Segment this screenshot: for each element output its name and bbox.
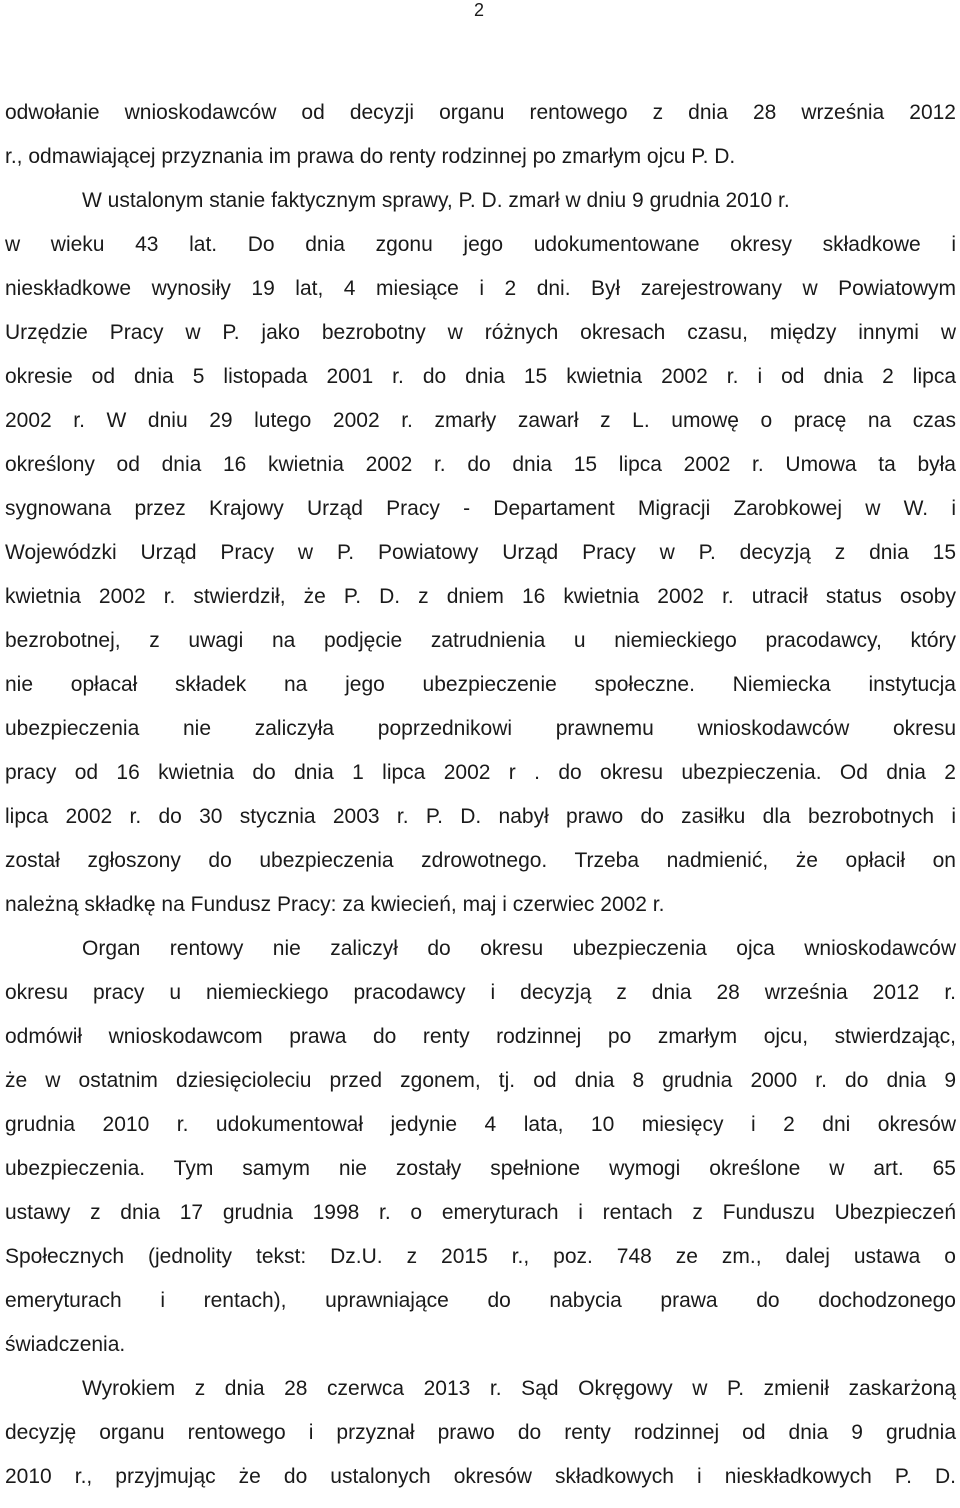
text-line: określony od dnia 16 kwietnia 2002 r. do dnia 15 lipca 2002 r. Umowa ta była [5,453,956,476]
text-line: 2002 r. W dniu 29 lutego 2002 r. zmarły zawarł z L. umowę o pracę na czas [5,409,956,432]
text-line: nieskładkowe wynosiły 19 lat, 4 miesiące i 2 dni. Był zarejestrowany w Powiatowym [5,277,956,300]
text-line: w wieku 43 lat. Do dnia zgonu jego udokumentowane okresy składkowe i [5,233,956,256]
text-line: Wojewódzki Urząd Pracy w P. Powiatowy Urząd Pracy w P. decyzją z dnia 15 [5,541,956,564]
paragraph [5,179,956,927]
text-line: W ustalonym stanie faktycznym sprawy, P. D. zmarł w dniu 9 grudnia 2010 r. [82,189,790,212]
text-line: świadczenia. [5,1333,126,1356]
paragraph [5,1367,956,1499]
text-line: ubezpieczenia nie zaliczyła poprzednikowi prawnemu wnioskodawców okresu [5,717,956,740]
text-line: Społecznych (jednolity tekst: Dz.U. z 2015 r., poz. 748 ze zm., dalej ustawa o [5,1245,956,1268]
text-line: bezrobotnej, z uwagi na podjęcie zatrudnienia u niemieckiego pracodawcy, który [5,629,956,652]
document-body [5,91,956,1499]
text-line: pracy od 16 kwietnia do dnia 1 lipca 2002 r . do okresu ubezpieczenia. Od dnia 2 [5,761,956,784]
text-line: odwołanie wnioskodawców od decyzji organu rentowego z dnia 28 września 2012 [5,101,956,124]
text-line: kwietnia 2002 r. stwierdził, że P. D. z dniem 16 kwietnia 2002 r. utracił status osoby [5,585,956,608]
paragraph [5,91,956,179]
text-line: nie opłacał składek na jego ubezpieczenie społeczne. Niemiecka instytucja [5,673,956,696]
text-line: odmówił wnioskodawcom prawa do renty rodzinnej po zmarłym ojcu, stwierdzając, [5,1025,956,1048]
text-line: 2010 r., przyjmując że do ustalonych okresów składkowych i nieskładkowych P. D. [5,1465,956,1488]
text-line: Organ rentowy nie zaliczył do okresu ubezpieczenia ojca wnioskodawców [82,937,956,960]
text-line: ubezpieczenia. Tym samym nie zostały spełnione wymogi określone w art. 65 [5,1157,956,1180]
text-line: okresu pracy u niemieckiego pracodawcy i decyzją z dnia 28 września 2012 r. [5,981,956,1004]
text-line: grudnia 2010 r. udokumentował jedynie 4 lata, 10 miesięcy i 2 dni okresów [5,1113,956,1136]
text-line: ustawy z dnia 17 grudnia 1998 r. o emeryturach i rentach z Funduszu Ubezpieczeń [5,1201,956,1224]
page-number: 2 [474,0,485,20]
text-line: emeryturach i rentach), uprawniające do nabycia prawa do dochodzonego [5,1289,956,1312]
text-line: został zgłoszony do ubezpieczenia zdrowotnego. Trzeba nadmienić, że opłacił on [5,849,956,872]
text-line: należną składkę na Fundusz Pracy: za kwiecień, maj i czerwiec 2002 r. [5,893,665,916]
text-line: że w ostatnim dziesięcioleciu przed zgonem, tj. od dnia 8 grudnia 2000 r. do dnia 9 [5,1069,956,1092]
text-line: Urzędzie Pracy w P. jako bezrobotny w różnych okresach czasu, między innymi w [5,321,956,344]
paragraph [5,927,956,1367]
text-line: okresie od dnia 5 listopada 2001 r. do dnia 15 kwietnia 2002 r. i od dnia 2 lipca [5,365,956,388]
text-line: decyzję organu rentowego i przyznał prawo do renty rodzinnej od dnia 9 grudnia [5,1421,956,1444]
text-line: sygnowana przez Krajowy Urząd Pracy - Departament Migracji Zarobkowej w W. i [5,497,956,520]
text-line: r., odmawiającej przyznania im prawa do renty rodzinnej po zmarłym ojcu P. D. [5,145,736,168]
text-line: lipca 2002 r. do 30 stycznia 2003 r. P. D. nabył prawo do zasiłku dla bezrobotnych i [5,805,956,828]
text-line: Wyrokiem z dnia 28 czerwca 2013 r. Sąd Okręgowy w P. zmienił zaskarżoną [82,1377,956,1400]
